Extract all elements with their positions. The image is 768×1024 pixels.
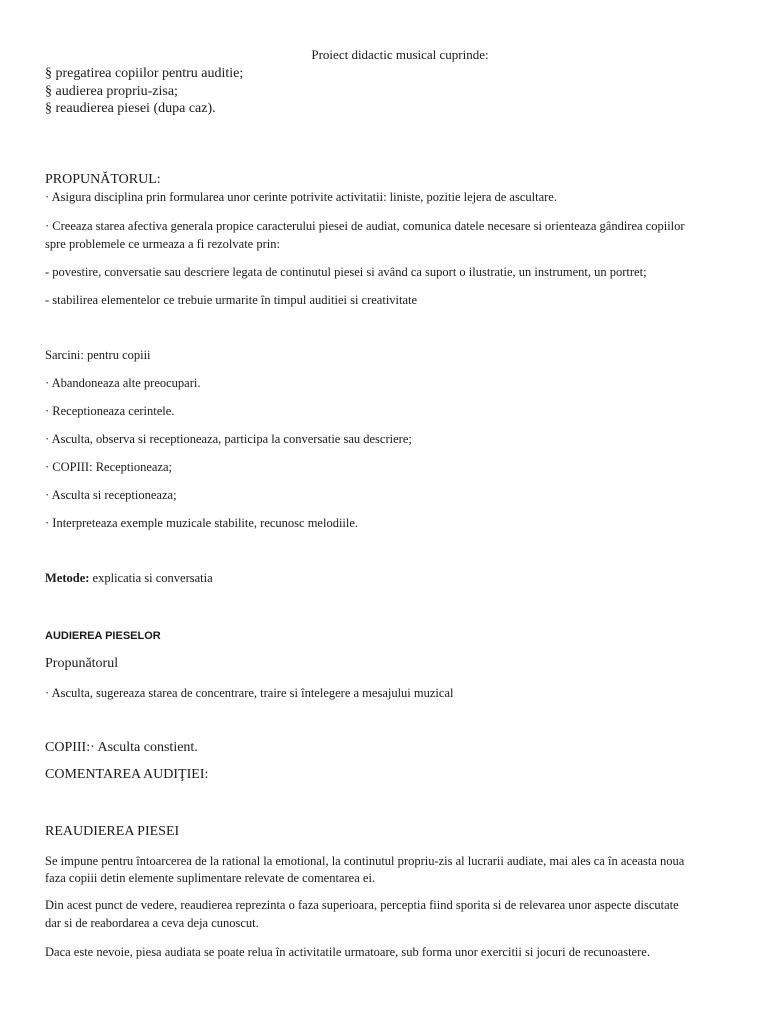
propunatorul-heading: PROPUNĂTORUL: — [45, 172, 161, 187]
paragraph: - stabilirea elementelor ce trebuie urmarite în timpul auditiei si creativitate — [45, 293, 418, 307]
list-item: · Interpreteaza exemple muzicale stabilite, recunosc melodiile. — [45, 516, 359, 530]
paragraph: faza copiii detin elemente suplimentare relevate de comentarea ei. — [45, 871, 376, 885]
list-item: · Asculta si receptioneaza; — [45, 488, 177, 502]
paragraph: Daca este nevoie, piesa audiata se poate relua în activitatile urmatoare, sub forma unor exercitii si jocuri de recunoastere. — [45, 945, 650, 959]
comentarea-heading: COMENTAREA AUDIŢIEI: — [45, 767, 209, 782]
paragraph: dar si de reabordarea a ceva deja cunoscut. — [45, 916, 259, 930]
paragraph: - povestire, conversatie sau descriere legata de continutul piesei si având ca suport o ilustratie, un instrument, un portret; — [45, 265, 647, 279]
sarcini-heading: Sarcini: pentru copiii — [45, 348, 151, 362]
metode-line — [45, 570, 213, 586]
audierea-heading: AUDIEREA PIESELOR — [45, 630, 161, 642]
list-item: · Abandoneaza alte preocupari. — [45, 376, 201, 390]
metode-text: explicatia si conversatia — [89, 571, 213, 585]
metode-label: Metode: — [45, 571, 90, 585]
intro-item: § audierea propriu-zisa; — [45, 84, 178, 99]
list-item: · Asculta, sugereaza starea de concentrare, traire si întelegere a mesajului muzical — [45, 686, 454, 700]
paragraph: Din acest punct de vedere, reaudierea reprezinta o faza superioara, perceptia fiind sporita si de relevarea unor aspecte discutate — [45, 898, 679, 912]
list-item: · Receptioneaza cerintele. — [45, 404, 175, 418]
paragraph: Se impune pentru întoarcerea de la rational la emotional, la continutul propriu-zis al lucrarii audiate, mai ales ca în aceasta noua — [45, 854, 685, 868]
list-item: · Asculta, observa si receptioneaza, participa la conversatie sau descriere; — [45, 432, 412, 446]
copiii-line: COPIII:· Asculta constient. — [45, 740, 198, 755]
reaudierea-heading: REAUDIEREA PIESEI — [45, 824, 180, 839]
audierea-subheading: Propunătorul — [45, 656, 119, 671]
paragraph: · Asigura disciplina prin formularea unor cerinte potrivite activitatii: liniste, pozitie lejera de ascultare. — [45, 190, 557, 204]
document-title: Proiect didactic musical cuprinde: — [311, 47, 489, 62]
intro-item: § reaudierea piesei (dupa caz). — [45, 101, 216, 116]
paragraph: spre problemele ce urmeaza a fi rezolvate prin: — [45, 237, 280, 251]
paragraph: · Creeaza starea afectiva generala propice caracterului piesei de audiat, comunica datele necesare si orienteaza gândirea copiilor — [45, 219, 685, 233]
intro-item: § pregatirea copiilor pentru auditie; — [45, 66, 244, 81]
list-item: · COPIII: Receptioneaza; — [45, 460, 173, 474]
